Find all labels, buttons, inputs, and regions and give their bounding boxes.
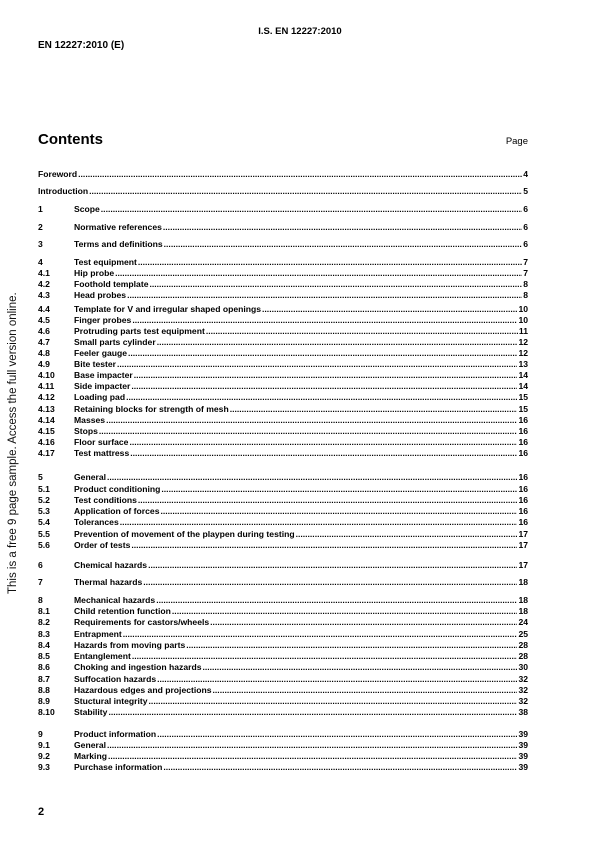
toc-leader-dots (163, 222, 522, 233)
toc-entry-title: Requirements for castors/wheels (74, 617, 210, 627)
toc-entry-title: Floor surface (74, 437, 129, 447)
toc-leader-dots (157, 674, 517, 685)
toc-entry-title: Finger probes (74, 315, 132, 325)
toc-entry-number: 4.1 (38, 268, 50, 278)
toc-entry-number: 1 (38, 204, 43, 214)
toc-entry-title: Normative references (74, 222, 162, 232)
toc-entry-page: 12 (518, 337, 528, 347)
toc-entry-number: 4.17 (38, 448, 55, 458)
toc-entry-title: Foreword (38, 169, 78, 179)
toc-entry[interactable] (38, 337, 528, 348)
toc-entry-title: Introduction (38, 186, 89, 196)
toc-entry-page: 24 (518, 617, 528, 627)
toc-entry-title: Bite tester (74, 359, 117, 369)
toc-entry-title: Stops (74, 426, 98, 436)
toc-leader-dots (163, 762, 517, 773)
toc-entry-title: Marking (74, 751, 107, 761)
toc-entry[interactable] (38, 729, 528, 740)
toc-entry-number: 4.7 (38, 337, 50, 347)
toc-entry-title: Stuctural integrity (74, 696, 148, 706)
toc-entry-page: 6 (523, 204, 528, 214)
toc-entry[interactable] (38, 707, 528, 718)
toc-entry-page: 28 (518, 640, 528, 650)
toc-entry-number: 4.15 (38, 426, 55, 436)
toc-entry-number: 4.8 (38, 348, 50, 358)
toc-entry-page: 17 (518, 540, 528, 550)
toc-entry-number: 5.5 (38, 529, 50, 539)
toc-entry-title: Entanglement (74, 651, 131, 661)
toc-entry[interactable] (38, 315, 528, 326)
toc-entry-page: 16 (518, 484, 528, 494)
toc-leader-dots (126, 392, 517, 403)
toc-leader-dots (296, 529, 518, 540)
toc-leader-dots (210, 617, 517, 628)
toc-entry[interactable] (38, 529, 528, 540)
toc-leader-dots (160, 506, 517, 517)
toc-entry-number: 4 (38, 257, 43, 267)
toc-entry-number: 4.13 (38, 404, 55, 414)
toc-entry-page: 16 (518, 472, 528, 482)
toc-entry-page: 17 (518, 560, 528, 570)
toc-entry-title: Test conditions (74, 495, 137, 505)
toc-entry[interactable] (38, 640, 528, 651)
toc-entry-number: 5 (38, 472, 43, 482)
toc-leader-dots (128, 348, 517, 359)
toc-entry-title: Purchase information (74, 762, 163, 772)
toc-entry-page: 4 (523, 169, 528, 179)
toc-entry-number: 5.1 (38, 484, 50, 494)
toc-entry-page: 7 (523, 257, 528, 267)
toc-entry-number: 8.8 (38, 685, 50, 695)
toc-entry-title: Test mattress (74, 448, 130, 458)
toc-entry[interactable] (38, 751, 528, 762)
toc-entry[interactable] (38, 381, 528, 392)
toc-entry[interactable] (38, 268, 528, 279)
toc-entry-number: 5.6 (38, 540, 50, 550)
toc-entry-title: Masses (74, 415, 106, 425)
toc-entry[interactable] (38, 222, 528, 233)
toc-leader-dots (99, 426, 518, 437)
toc-entry-page: 39 (518, 762, 528, 772)
toc-entry[interactable] (38, 239, 528, 250)
toc-entry-page: 14 (518, 381, 528, 391)
toc-entry-page: 11 (518, 326, 528, 336)
toc-leader-dots (134, 370, 518, 381)
toc-leader-dots (130, 448, 517, 459)
toc-entry-page: 10 (518, 304, 528, 314)
toc-entry-title: Feeler gauge (74, 348, 128, 358)
toc-entry-page: 28 (518, 651, 528, 661)
toc-entry-page: 5 (523, 186, 528, 196)
toc-entry-page: 6 (523, 239, 528, 249)
running-header-center: I.S. EN 12227:2010 (258, 26, 342, 37)
toc-leader-dots (106, 415, 517, 426)
toc-entry-page: 12 (518, 348, 528, 358)
toc-entry-title: Order of tests (74, 540, 131, 550)
toc-entry-page: 8 (523, 279, 528, 289)
toc-entry-title: Child retention function (74, 606, 171, 616)
toc-entry-title: Product information (74, 729, 157, 739)
sample-side-note: This is a free 9 page sample. Access the full version online. (7, 292, 19, 594)
toc-entry-number: 4.12 (38, 392, 55, 402)
toc-entry-number: 8.4 (38, 640, 50, 650)
toc-entry[interactable] (38, 304, 528, 315)
toc-entry[interactable] (38, 204, 528, 215)
toc-entry-number: 5.2 (38, 495, 50, 505)
toc-leader-dots (206, 326, 518, 337)
toc-leader-dots (157, 729, 517, 740)
toc-entry-page: 6 (523, 222, 528, 232)
toc-entry-page: 39 (518, 740, 528, 750)
toc-entry[interactable] (38, 617, 528, 628)
toc-entry[interactable] (38, 595, 528, 606)
toc-entry[interactable] (38, 696, 528, 707)
toc-entry-page: 10 (518, 315, 528, 325)
toc-leader-dots (148, 560, 517, 571)
toc-entry-title: Head probes (74, 290, 127, 300)
toc-entry-title: Stability (74, 707, 108, 717)
toc-entry[interactable] (38, 762, 528, 773)
toc-leader-dots (107, 472, 517, 483)
toc-entry-number: 8.7 (38, 674, 50, 684)
toc-entry[interactable] (38, 629, 528, 640)
toc-entry-title: Scope (74, 204, 100, 214)
toc-entry-title: Suffocation hazards (74, 674, 157, 684)
page-number: 2 (38, 806, 45, 818)
toc-leader-dots (138, 495, 518, 506)
toc-entry[interactable] (38, 359, 528, 370)
toc-entry-page: 18 (518, 606, 528, 616)
toc-entry-title: Base impacter (74, 370, 133, 380)
toc-entry[interactable] (38, 370, 528, 381)
toc-entry[interactable] (38, 740, 528, 751)
toc-entry-title: Choking and ingestion hazards (74, 662, 202, 672)
toc-leader-dots (107, 740, 517, 751)
toc-entry-title: Small parts cylinder (74, 337, 156, 347)
toc-entry-page: 18 (518, 595, 528, 605)
toc-leader-dots (230, 404, 518, 415)
toc-entry-number: 4.14 (38, 415, 55, 425)
toc-entry[interactable] (38, 404, 528, 415)
toc-entry-title: Terms and definitions (74, 239, 163, 249)
toc-leader-dots (262, 304, 517, 315)
toc-entry-number: 7 (38, 577, 43, 587)
toc-leader-dots (78, 169, 522, 180)
toc-entry[interactable] (38, 426, 528, 437)
toc-entry-page: 16 (518, 448, 528, 458)
toc-entry[interactable] (38, 540, 528, 551)
toc-entry-page: 39 (518, 729, 528, 739)
toc-entry-title: Hazardous edges and projections (74, 685, 212, 695)
toc-leader-dots (127, 290, 522, 301)
toc-leader-dots (143, 577, 517, 588)
toc-leader-dots (108, 707, 517, 718)
toc-leader-dots (157, 337, 518, 348)
toc-leader-dots (131, 381, 517, 392)
toc-leader-dots (108, 751, 517, 762)
toc-entry-title: General (74, 472, 107, 482)
toc-entry-page: 16 (518, 426, 528, 436)
toc-entry-title: Foothold template (74, 279, 149, 289)
toc-leader-dots (132, 315, 517, 326)
toc-entry[interactable] (38, 326, 528, 337)
toc-entry-page: 15 (518, 392, 528, 402)
toc-entry[interactable] (38, 392, 528, 403)
toc-entry-number: 4.11 (38, 381, 55, 391)
toc-entry[interactable] (38, 606, 528, 617)
toc-entry[interactable] (38, 662, 528, 673)
toc-entry[interactable] (38, 186, 528, 197)
toc-entry-page: 16 (518, 506, 528, 516)
toc-entry-number: 8.3 (38, 629, 50, 639)
toc-entry-number: 8.6 (38, 662, 50, 672)
toc-entry-number: 4.2 (38, 279, 50, 289)
toc-entry-number: 8.5 (38, 651, 50, 661)
toc-entry[interactable] (38, 437, 528, 448)
toc-leader-dots (156, 595, 517, 606)
toc-entry-number: 5.4 (38, 517, 50, 527)
toc-entry-page: 17 (518, 529, 528, 539)
toc-entry-title: Product conditioning (74, 484, 161, 494)
toc-entry[interactable] (38, 506, 528, 517)
toc-entry-title: Test equipment (74, 257, 137, 267)
toc-entry[interactable] (38, 448, 528, 459)
toc-entry-title: Loading pad (74, 392, 126, 402)
toc-entry[interactable] (38, 685, 528, 696)
toc-entry-page: 25 (518, 629, 528, 639)
toc-entry-page: 14 (518, 370, 528, 380)
toc-entry-title: Retaining blocks for strength of mesh (74, 404, 229, 414)
toc-entry-number: 9.2 (38, 751, 50, 761)
toc-leader-dots (129, 437, 517, 448)
toc-leader-dots (120, 517, 518, 528)
toc-entry-page: 32 (518, 685, 528, 695)
toc-entry-title: Entrapment (74, 629, 122, 639)
toc-entry-number: 4.6 (38, 326, 50, 336)
toc-entry-page: 13 (518, 359, 528, 369)
toc-entry-title: Chemical hazards (74, 560, 148, 570)
page-title: Contents (38, 131, 103, 148)
toc-entry-number: 4.5 (38, 315, 50, 325)
toc-entry-page: 8 (523, 290, 528, 300)
toc-entry-page: 16 (518, 437, 528, 447)
toc-entry-page: 16 (518, 495, 528, 505)
toc-entry-page: 16 (518, 415, 528, 425)
toc-entry-page: 38 (518, 707, 528, 717)
toc-entry-number: 4.9 (38, 359, 50, 369)
toc-leader-dots (213, 685, 518, 696)
toc-entry-title: Thermal hazards (74, 577, 143, 587)
toc-entry[interactable] (38, 674, 528, 685)
toc-entry-title: Side impacter (74, 381, 131, 391)
toc-entry[interactable] (38, 577, 528, 588)
toc-entry-title: Hazards from moving parts (74, 640, 186, 650)
toc-entry-page: 18 (518, 577, 528, 587)
toc-entry-number: 2 (38, 222, 43, 232)
page-column-label: Page (505, 136, 528, 147)
toc-entry-title: Tolerances (74, 517, 119, 527)
toc-entry[interactable] (38, 560, 528, 571)
toc-entry-page: 7 (523, 268, 528, 278)
toc-entry-number: 4.16 (38, 437, 55, 447)
running-header-left: EN 12227:2010 (E) (38, 40, 125, 51)
toc-entry[interactable] (38, 517, 528, 528)
toc-leader-dots (172, 606, 518, 617)
toc-entry[interactable] (38, 484, 528, 495)
toc-entry-number: 9 (38, 729, 43, 739)
toc-entry-number: 5.3 (38, 506, 50, 516)
toc-entry-title: Hip probe (74, 268, 115, 278)
toc-entry[interactable] (38, 495, 528, 506)
toc-entry[interactable] (38, 348, 528, 359)
toc-entry-page: 32 (518, 674, 528, 684)
toc-leader-dots (101, 204, 522, 215)
toc-entry-page: 30 (518, 662, 528, 672)
toc-entry-page: 16 (518, 517, 528, 527)
toc-entry[interactable] (38, 472, 528, 483)
toc-entry-number: 8 (38, 595, 43, 605)
toc-entry-page: 15 (518, 404, 528, 414)
toc-entry[interactable] (38, 290, 528, 301)
toc-entry[interactable] (38, 279, 528, 290)
toc-entry-title: Mechanical hazards (74, 595, 156, 605)
toc-leader-dots (202, 662, 517, 673)
toc-entry-title: Application of forces (74, 506, 160, 516)
toc-entry-number: 3 (38, 239, 43, 249)
toc-entry-number: 4.4 (38, 304, 50, 314)
toc-entry-title: Prevention of movement of the playpen during testing (74, 529, 295, 539)
toc-entry-number: 4.3 (38, 290, 50, 300)
toc-entry-number: 6 (38, 560, 43, 570)
toc-leader-dots (131, 540, 517, 551)
toc-entry-page: 39 (518, 751, 528, 761)
toc-entry-number: 8.1 (38, 606, 50, 616)
toc-entry-number: 9.3 (38, 762, 50, 772)
toc-leader-dots (161, 484, 517, 495)
toc-leader-dots (138, 257, 522, 268)
toc-leader-dots (115, 268, 522, 279)
toc-leader-dots (186, 640, 517, 651)
toc-leader-dots (149, 696, 518, 707)
toc-entry-number: 9.1 (38, 740, 50, 750)
toc-leader-dots (132, 651, 518, 662)
toc-entry-number: 4.10 (38, 370, 55, 380)
toc-leader-dots (117, 359, 517, 370)
toc-entry[interactable] (38, 651, 528, 662)
toc-entry-number: 8.10 (38, 707, 55, 717)
toc-entry[interactable] (38, 257, 528, 268)
toc-leader-dots (123, 629, 518, 640)
toc-leader-dots (89, 186, 522, 197)
toc-entry-page: 32 (518, 696, 528, 706)
toc-entry[interactable] (38, 169, 528, 180)
toc-entry-title: General (74, 740, 107, 750)
toc-entry[interactable] (38, 415, 528, 426)
toc-leader-dots (164, 239, 523, 250)
toc-entry-title: Template for V and irregular shaped openings (74, 304, 262, 314)
toc-entry-number: 8.2 (38, 617, 50, 627)
toc-entry-number: 8.9 (38, 696, 50, 706)
toc-leader-dots (149, 279, 522, 290)
toc-entry-title: Protruding parts test equipment (74, 326, 205, 336)
